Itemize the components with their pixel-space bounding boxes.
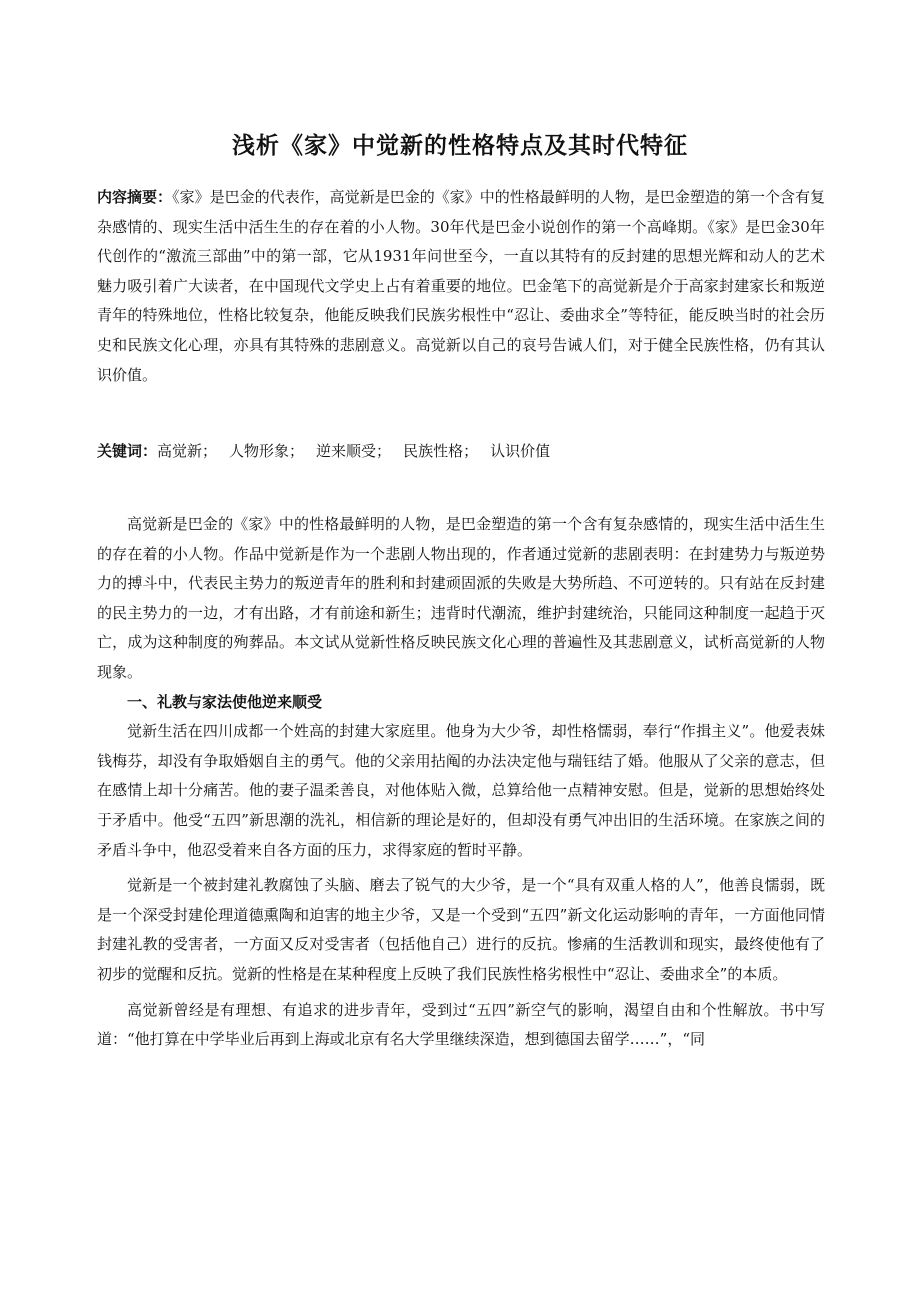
- abstract-text: 《家》是巴金的代表作，高觉新是巴金的《家》中的性格最鲜明的人物，是巴金塑造的第一个含有复杂感情的、现实生活中活生生的存在着的小人物。30年代是巴金小说创作的第一个高峰期。《家》是巴金30年代创作的“激流三部曲”中的第一部，它从1931年问世至今，一直以其特有的反封建的思想光辉和动人的艺术魅力吸引着广大读者，在中国现代文学史上占有着重要的地位。巴金笔下的高觉新是介于高家封建家长和叛逆青年的特殊地位，性格比较复杂，他能反映我们民族劣根性中“忍让、委曲求全”等特征，能反映当时的社会历史和民族文化心理，亦具有其特殊的悲剧意义。高觉新以自己的哀号告诫人们，对于健全民族性格，仍有其认识价值。: [97, 188, 825, 384]
- abstract-label: 内容摘要：: [97, 188, 173, 206]
- intro-paragraph: 高觉新是巴金的《家》中的性格最鲜明的人物，是巴金塑造的第一个含有复杂感情的，现实生活中活生生的存在着的小人物。作品中觉新是作为一个悲剧人物出现的，作者通过觉新的悲剧表明：在封建势力与叛逆势力的搏斗中，代表民主势力的叛逆青年的胜利和封建顽固派的失败是大势所趋、不可逆转的。只有站在反封建的民主势力的一边，才有出路，才有前途和新生；违背时代潮流，维护封建统治，只能同这种制度一起趋于灭亡，成为这种制度的殉葬品。本文试从觉新性格反映民族文化心理的普遍性及其悲剧意义，试析高觉新的人物现象。: [97, 515, 825, 681]
- body-text: [97, 510, 825, 1055]
- keyword-item: 人物形象；: [229, 442, 305, 460]
- page-title: 浅析《家》中觉新的性格特点及其时代特征: [232, 133, 688, 159]
- keywords: [97, 437, 825, 467]
- body-paragraph: 觉新是一个被封建礼教腐蚀了头脑、磨去了锐气的大少爷，是一个“具有双重人格的人”，他善良懦弱，既是一个深受封建伦理道德熏陶和迫害的地主少爷，又是一个受到“五四”新文化运动影响的青年，一方面他同情封建礼教的受害者，一方面又反对受害者（包括他自己）进行的反抗。惨痛的生活教训和现实，最终使他有了初步的觉醒和反抗。觉新的性格是在某种程度上反映了我们民族性格劣根性中“忍让、委曲求全”的本质。: [97, 876, 825, 983]
- abstract: [97, 183, 825, 390]
- body-paragraph: 觉新生活在四川成都一个姓高的封建大家庭里。他身为大少爷，却性格懦弱，奉行“作揖主义”。他爱表妹钱梅芬，却没有争取婚姻自主的勇气。他的父亲用拈阄的办法决定他与瑞钰结了婚。他服从了父亲的意志，但在感情上却十分痛苦。他的妻子温柔善良，对他体贴入微，总算给他一点精神安慰。但是，觉新的思想始终处于矛盾中。他受“五四”新思潮的洗礼，相信新的理论是好的，但却没有勇气冲出旧的生活环境。在家族之间的矛盾斗争中，他忍受着来自各方面的压力，求得家庭的暂时平静。: [97, 722, 825, 859]
- keyword-item: 认识价值: [490, 442, 551, 460]
- keyword-item: 逆来顺受；: [316, 442, 392, 460]
- keyword-item: 民族性格；: [403, 442, 479, 460]
- section-heading: 一、礼教与家法使他逆来顺受: [127, 692, 323, 711]
- keyword-item: 高觉新；: [157, 442, 218, 460]
- keywords-label: 关键词：: [97, 442, 158, 460]
- body-paragraph: 高觉新曾经是有理想、有追求的进步青年，受到过“五四”新空气的影响，渴望自由和个性解放。书中写道：“他打算在中学毕业后再到上海或北京有名大学里继续深造，想到德国去留学……”，“同: [97, 1000, 825, 1049]
